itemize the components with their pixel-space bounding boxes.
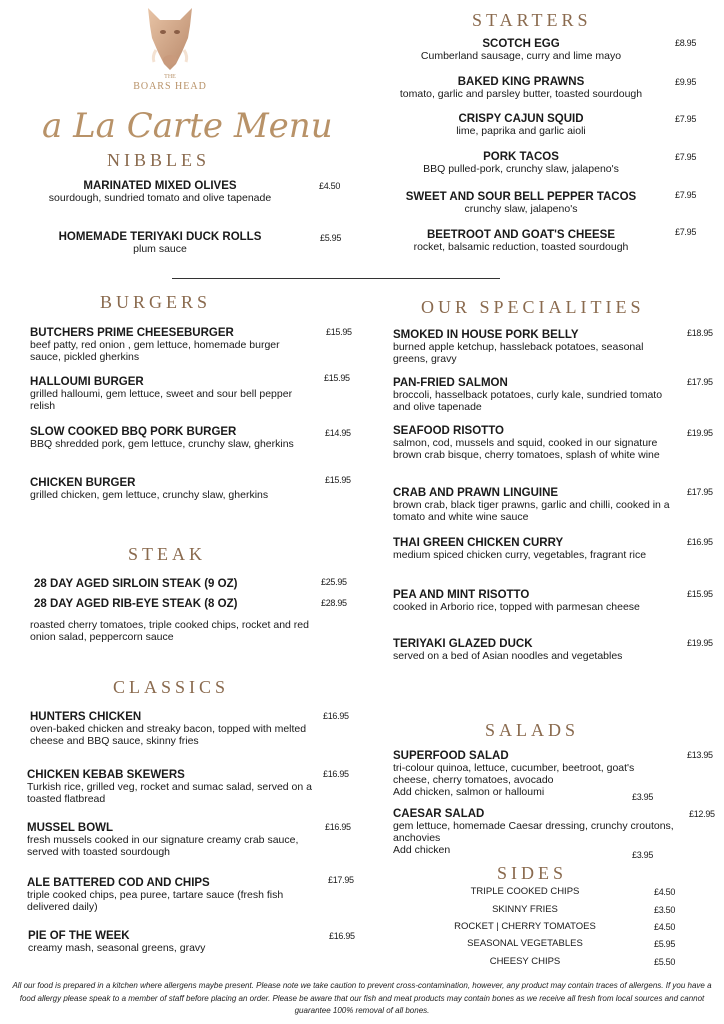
classic-item bbox=[27, 769, 312, 805]
menu-title: a La Carte Menu bbox=[42, 106, 333, 146]
item-price: £18.95 bbox=[687, 328, 713, 338]
item-desc: cooked in Arborio rice, topped with parmesan cheese bbox=[393, 601, 640, 613]
item-price: £13.95 bbox=[687, 750, 713, 760]
item-desc: brown crab, black tiger prawns, garlic and chilli, cooked in a tomato and white wine sauce bbox=[393, 499, 670, 523]
starter-item bbox=[366, 151, 676, 175]
brand-name: BOARS HEAD bbox=[133, 81, 207, 92]
item-desc: Cumberland sausage, curry and lime mayo bbox=[420, 50, 622, 62]
item-desc: fresh mussels cooked in our signature creamy crab sauce, served with toasted sourdough bbox=[27, 834, 299, 858]
starter-item bbox=[366, 191, 676, 215]
speciality-item bbox=[393, 329, 675, 365]
item-desc: tomato, garlic and parsley butter, toasted sourdough bbox=[399, 88, 643, 100]
item-price: £5.50 bbox=[654, 957, 676, 967]
item-desc: oven-baked chicken and streaky bacon, topped with melted cheese and BBQ sauce, skinny fries bbox=[30, 723, 307, 747]
item-desc: crunchy slaw, jalapeno's bbox=[464, 203, 578, 215]
item-desc: gem lettuce, homemade Caesar dressing, crunchy croutons, anchovies bbox=[393, 820, 674, 844]
item-name: HOMEMADE TERIYAKI DUCK ROLLS bbox=[58, 231, 262, 243]
item-name: BEETROOT AND GOAT'S CHEESE bbox=[426, 229, 616, 241]
item-name: PORK TACOS bbox=[483, 151, 559, 163]
item-price: £15.95 bbox=[324, 373, 350, 383]
item-price: £15.95 bbox=[326, 327, 352, 337]
item-name: SCOTCH EGG bbox=[482, 38, 560, 50]
classic-item bbox=[27, 822, 312, 858]
item-price: £16.95 bbox=[323, 769, 349, 779]
item-price: £28.95 bbox=[321, 598, 347, 608]
item-desc: creamy mash, seasonal greens, gravy bbox=[28, 942, 206, 954]
item-name: CHICKEN BURGER bbox=[30, 477, 136, 489]
item-price: £16.95 bbox=[323, 711, 349, 721]
item-name: HALLOUMI BURGER bbox=[30, 376, 144, 388]
item-name: CAESAR SALAD bbox=[393, 808, 485, 820]
starters-heading: STARTERS bbox=[472, 10, 592, 30]
item-price: £7.95 bbox=[675, 114, 697, 124]
item-price: £14.95 bbox=[325, 428, 351, 438]
side-item: ROCKET | CHERRY TOMATOES bbox=[454, 921, 596, 932]
item-name: SUPERFOOD SALAD bbox=[393, 750, 509, 762]
speciality-item bbox=[393, 638, 678, 662]
item-addon: Add chicken, salmon or halloumi bbox=[393, 786, 545, 798]
starter-item bbox=[366, 38, 676, 62]
item-price: £3.50 bbox=[654, 905, 676, 915]
item-price: £4.50 bbox=[654, 922, 676, 932]
sides-heading: SIDES bbox=[497, 863, 568, 883]
item-name: PAN-FRIED SALMON bbox=[393, 377, 508, 389]
item-name: THAI GREEN CHICKEN CURRY bbox=[393, 537, 564, 549]
item-price: £17.95 bbox=[687, 377, 713, 387]
classic-item bbox=[28, 930, 313, 954]
side-item: TRIPLE COOKED CHIPS bbox=[470, 886, 580, 897]
nibble-item bbox=[16, 231, 304, 255]
speciality-item bbox=[393, 487, 675, 523]
item-price: £4.50 bbox=[654, 887, 676, 897]
item-desc: roasted cherry tomatoes, triple cooked chips, rocket and red onion salad, peppercorn sauce bbox=[30, 619, 309, 643]
item-desc: tri-colour quinoa, lettuce, cucumber, beetroot, goat's cheese, cherry tomatoes, avocado bbox=[393, 762, 635, 786]
item-name: PIE OF THE WEEK bbox=[28, 930, 130, 942]
item-desc: grilled halloumi, gem lettuce, sweet and sour bell pepper relish bbox=[30, 388, 293, 412]
item-price: £7.95 bbox=[675, 227, 697, 237]
item-desc: broccoli, hasselback potatoes, curly kale, sundried tomato and olive tapenade bbox=[393, 389, 663, 413]
speciality-item bbox=[393, 377, 675, 413]
item-price: £12.95 bbox=[689, 809, 715, 819]
item-desc: burned apple ketchup, hassleback potatoes, seasonal greens, gravy bbox=[393, 341, 644, 365]
speciality-item bbox=[393, 425, 675, 461]
item-desc: medium spiced chicken curry, vegetables, fragrant rice bbox=[393, 549, 647, 561]
side-item: SKINNY FRIES bbox=[492, 904, 558, 915]
item-desc: BBQ shredded pork, gem lettuce, crunchy slaw, gherkins bbox=[30, 438, 294, 450]
item-price: £5.95 bbox=[320, 233, 342, 243]
salad-item bbox=[393, 750, 663, 798]
nibble-item bbox=[20, 180, 300, 204]
starter-item bbox=[366, 76, 676, 100]
item-name: MARINATED MIXED OLIVES bbox=[83, 180, 237, 192]
classic-item bbox=[27, 877, 312, 913]
item-desc: triple cooked chips, pea puree, tartare sauce (fresh fish delivered daily) bbox=[27, 889, 284, 913]
allergen-disclaimer: All our food is prepared in a kitchen where allergens maybe present. Please note we take caution to prevent cross-contamination, however, any product may contain traces of allergens. If you have a food allergy please speak to a member of staff before placing an order. Please be aware that our fish and meat products may contain bones as we receive all fresh from local sources and cannot guarantee 100% removal of all bones. bbox=[12, 981, 712, 1015]
item-desc: sourdough, sundried tomato and olive tapenade bbox=[48, 192, 272, 204]
addon-price: £3.95 bbox=[632, 792, 654, 802]
steak-heading: STEAK bbox=[128, 544, 206, 564]
side-item: CHEESY CHIPS bbox=[489, 956, 561, 967]
burgers-heading: BURGERS bbox=[100, 292, 212, 312]
item-desc: rocket, balsamic reduction, toasted sourdough bbox=[413, 241, 629, 253]
item-desc: served on a bed of Asian noodles and vegetables bbox=[393, 650, 623, 662]
item-name: HUNTERS CHICKEN bbox=[30, 711, 142, 723]
item-price: £19.95 bbox=[687, 638, 713, 648]
item-price: £15.95 bbox=[687, 589, 713, 599]
item-addon: Add chicken bbox=[393, 844, 451, 856]
item-price: £17.95 bbox=[687, 487, 713, 497]
addon-price: £3.95 bbox=[632, 850, 654, 860]
item-price: £25.95 bbox=[321, 577, 347, 587]
item-price: £8.95 bbox=[675, 38, 697, 48]
burger-item bbox=[30, 477, 312, 501]
speciality-item bbox=[393, 589, 675, 613]
item-desc: salmon, cod, mussels and squid, cooked in our signature brown crab bisque, cherry tomatoes, splash of white wine bbox=[393, 437, 660, 461]
item-name: BAKED KING PRAWNS bbox=[457, 76, 585, 88]
item-price: £17.95 bbox=[328, 875, 354, 885]
item-name: SLOW COOKED BBQ PORK BURGER bbox=[30, 426, 237, 438]
item-price: £5.95 bbox=[654, 939, 676, 949]
item-name: CHICKEN KEBAB SKEWERS bbox=[27, 769, 185, 781]
item-desc: beef patty, red onion , gem lettuce, homemade burger sauce, pickled gherkins bbox=[30, 339, 280, 363]
item-price: £9.95 bbox=[675, 77, 697, 87]
item-desc: BBQ pulled-pork, crunchy slaw, jalapeno's bbox=[423, 163, 619, 175]
item-price: £4.50 bbox=[319, 181, 341, 191]
item-price: £16.95 bbox=[687, 537, 713, 547]
classic-item bbox=[30, 711, 312, 747]
boar-head-icon bbox=[142, 4, 198, 72]
side-item: SEASONAL VEGETABLES bbox=[467, 938, 583, 949]
item-price: £19.95 bbox=[687, 428, 713, 438]
item-desc: lime, paprika and garlic aioli bbox=[456, 125, 586, 137]
item-name: 28 DAY AGED SIRLOIN STEAK (9 OZ) bbox=[34, 578, 238, 590]
item-price: £7.95 bbox=[675, 190, 697, 200]
item-name: CRISPY CAJUN SQUID bbox=[458, 113, 584, 125]
item-name: MUSSEL BOWL bbox=[27, 822, 114, 834]
item-name: TERIYAKI GLAZED DUCK bbox=[393, 638, 533, 650]
item-desc: grilled chicken, gem lettuce, crunchy slaw, gherkins bbox=[30, 489, 269, 501]
item-price: £16.95 bbox=[329, 931, 355, 941]
burger-item bbox=[30, 426, 312, 450]
item-desc: Turkish rice, grilled veg, rocket and sumac salad, served on a toasted flatbread bbox=[27, 781, 312, 805]
divider bbox=[172, 278, 500, 279]
item-name: SEAFOOD RISOTTO bbox=[393, 425, 504, 437]
starter-item bbox=[366, 113, 676, 137]
item-price: £15.95 bbox=[325, 475, 351, 485]
item-name: ALE BATTERED COD AND CHIPS bbox=[27, 877, 210, 889]
brand-small: THE bbox=[164, 74, 176, 80]
item-name: PEA AND MINT RISOTTO bbox=[393, 589, 530, 601]
item-name: SWEET AND SOUR BELL PEPPER TACOS bbox=[405, 191, 637, 203]
speciality-item bbox=[393, 537, 675, 561]
item-name: 28 DAY AGED RIB-EYE STEAK (8 OZ) bbox=[34, 598, 238, 610]
item-name: BUTCHERS PRIME CHEESEBURGER bbox=[30, 327, 234, 339]
salad-item bbox=[393, 808, 683, 856]
burger-item bbox=[30, 327, 312, 363]
item-price: £16.95 bbox=[325, 822, 351, 832]
item-price: £7.95 bbox=[675, 152, 697, 162]
burger-item bbox=[30, 376, 312, 412]
nibbles-heading: NIBBLES bbox=[107, 150, 211, 170]
item-name: SMOKED IN HOUSE PORK BELLY bbox=[393, 329, 579, 341]
item-name: CRAB AND PRAWN LINGUINE bbox=[393, 487, 559, 499]
salads-heading: SALADS bbox=[485, 720, 580, 740]
item-desc: plum sauce bbox=[133, 243, 187, 255]
classics-heading: CLASSICS bbox=[113, 677, 230, 697]
specialities-heading: OUR SPECIALITIES bbox=[421, 297, 645, 317]
starter-item bbox=[366, 229, 676, 253]
